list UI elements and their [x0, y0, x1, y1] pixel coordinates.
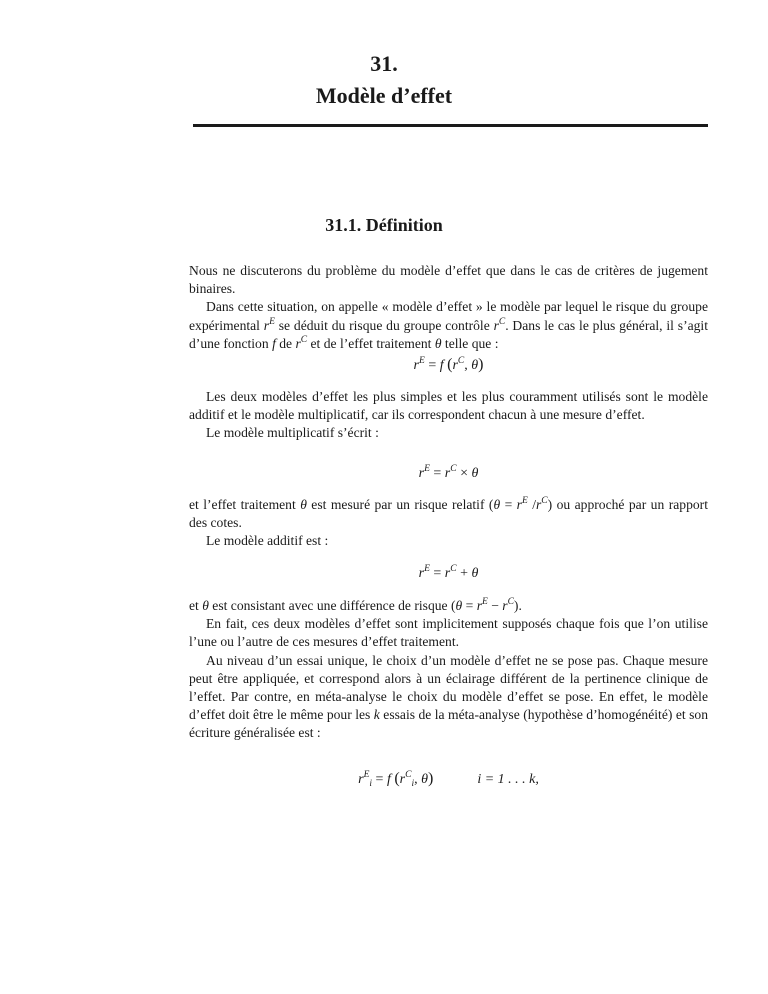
index-range: i = 1 . . . k, — [477, 772, 539, 787]
paragraph-7 — [189, 597, 708, 615]
text-run: Dans cette situation, on appelle « modèle d’effet » le modèle par lequel le risque du groupe expérimental — [189, 299, 708, 333]
symbol-r: r — [502, 598, 508, 613]
text-run: ). — [513, 598, 522, 613]
paragraph-5 — [189, 496, 708, 532]
symbol-comma: , — [464, 358, 468, 373]
text-block-models — [189, 388, 708, 443]
symbol-r: r — [444, 466, 451, 481]
symbol-equals: = — [504, 497, 513, 512]
text-run: ) ou approché par un rapport des cotes. — [189, 497, 708, 531]
chapter-number: 31. — [370, 51, 398, 76]
chapter-title: Modèle d’effet — [315, 83, 453, 108]
symbol-E: E — [481, 597, 488, 607]
symbol-lparen: ( — [394, 770, 400, 787]
symbol-C: C — [405, 770, 412, 780]
symbol-C: C — [541, 496, 548, 506]
text-run: telle que : — [441, 335, 499, 351]
symbol-equals: = — [433, 466, 442, 481]
symbol-r: r — [358, 772, 364, 787]
symbol-f: f — [386, 772, 391, 787]
text-run: et — [189, 598, 203, 613]
text-run: est consistant avec une différence de risque ( — [208, 598, 456, 613]
symbol-C: C — [507, 597, 514, 607]
text-block-intro — [189, 262, 708, 353]
symbol-times: × — [460, 466, 468, 481]
symbol-r: r — [399, 772, 406, 787]
symbol-rparen: ) — [427, 770, 434, 787]
text-run: et de l’effet traitement — [307, 335, 435, 351]
symbol-theta: θ — [471, 358, 479, 373]
symbol-theta: θ — [455, 598, 463, 613]
symbol-minus: − — [491, 598, 499, 613]
paragraph-1: Nous ne discuterons du problème du modèle d’effet que dans le cas de critères de jugement binaires. — [189, 263, 708, 297]
chapter-divider — [193, 124, 708, 127]
symbol-theta: θ — [421, 772, 428, 787]
symbol-E: E — [424, 464, 430, 474]
symbol-r: r — [476, 598, 482, 613]
text-run: Au niveau d’un essai unique, le choix d’un modèle d’effet ne se pose pas. Chaque mesure peut être appliquée, et correspond alors à un éclairage différent de la pertinence clinique de l’effet. Par contre, en méta-analyse le choix du modèle d’effet se pose. En effet, le modèle d’effet doit être le même pour les — [189, 652, 708, 723]
symbol-f: f — [439, 358, 444, 373]
symbol-plus: + — [460, 566, 468, 581]
symbol-comma: , — [414, 772, 418, 787]
symbol-C: C — [450, 564, 457, 574]
symbol-C: C — [300, 334, 308, 345]
symbol-C: C — [457, 356, 465, 366]
symbol-r: r — [452, 358, 458, 373]
text-block-additive — [189, 597, 708, 743]
section-heading: 31.1. Définition — [325, 215, 443, 235]
text-run: est mesuré par un risque relatif ( — [306, 497, 494, 512]
text-run: . Dans le cas le plus général, il s’agit d’une fonction — [189, 317, 708, 351]
symbol-equals: = — [433, 566, 442, 581]
symbol-theta: θ — [202, 598, 209, 613]
symbol-r: r — [536, 497, 542, 512]
equation-multiplicative — [189, 465, 708, 483]
symbol-r: r — [263, 317, 270, 333]
symbol-equals: = — [375, 772, 384, 787]
symbol-k: k — [373, 707, 380, 723]
symbol-theta: θ — [434, 335, 442, 351]
equation-generalized — [189, 770, 708, 789]
symbol-rparen: ) — [478, 356, 484, 373]
symbol-r: r — [418, 566, 425, 581]
symbol-E: E — [269, 316, 275, 327]
symbol-r: r — [493, 317, 499, 333]
paragraph-8: En fait, ces deux modèles d’effet sont implicitement supposés chaque fois que l’on utilise l’une ou l’autre de ces mesures d’effet traitement. — [189, 616, 708, 650]
symbol-theta: θ — [471, 566, 479, 581]
paragraph-3: Les deux modèles d’effet les plus simples et les plus couramment utilisés sont le modèle additif et le modèle multiplicatif, car ils correspondent chacun à une mesure d’effet. — [189, 389, 708, 423]
symbol-f: f — [272, 335, 276, 351]
symbol-theta: θ — [471, 466, 479, 481]
symbol-E: E — [424, 564, 430, 574]
symbol-E: E — [419, 356, 425, 366]
paragraph-4: Le modèle multiplicatif s’écrit : — [206, 425, 379, 441]
text-run: et l’effet traitement — [189, 497, 301, 512]
equation-general — [189, 356, 708, 375]
paragraph-9 — [189, 652, 708, 743]
symbol-C: C — [450, 464, 457, 474]
symbol-lparen: ( — [447, 356, 453, 373]
symbol-r: r — [413, 358, 419, 373]
symbol-i: i — [411, 779, 415, 789]
equation-additive — [189, 565, 708, 583]
symbol-theta: θ — [300, 497, 307, 512]
symbol-slash: / — [532, 497, 536, 512]
symbol-r: r — [418, 466, 425, 481]
paragraph-2 — [189, 298, 708, 353]
text-run: de — [275, 335, 296, 351]
symbol-E: E — [363, 770, 370, 780]
paragraph-6: Le modèle additif est : — [206, 533, 329, 549]
text-block-multiplicative — [189, 496, 708, 551]
symbol-r: r — [444, 566, 451, 581]
text-run: se déduit du risque du groupe contrôle — [274, 317, 494, 333]
symbol-equals: = — [465, 598, 474, 613]
symbol-r: r — [295, 335, 301, 351]
symbol-theta: θ — [493, 497, 501, 512]
symbol-r: r — [516, 497, 522, 512]
symbol-E: E — [521, 496, 528, 506]
symbol-i: i — [369, 779, 373, 789]
symbol-C: C — [498, 316, 506, 327]
symbol-equals: = — [428, 358, 437, 373]
text-run: essais de la méta-analyse (hypothèse d’homogénéité) et son écriture généralisée est : — [189, 707, 708, 741]
